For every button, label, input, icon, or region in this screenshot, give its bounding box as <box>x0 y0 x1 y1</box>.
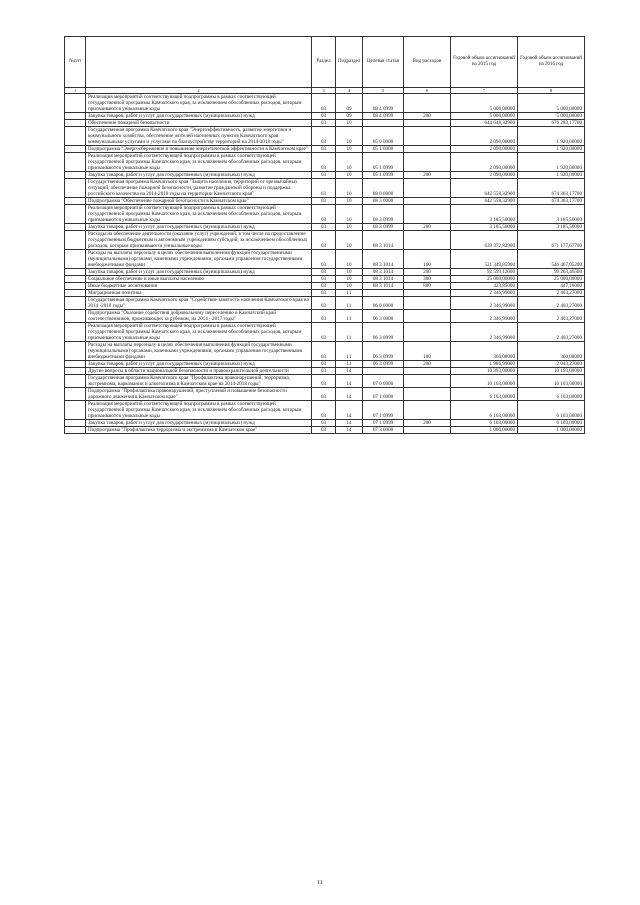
cell-target-article: 08 4 0999 <box>363 94 404 113</box>
header-row <box>65 37 585 88</box>
cell-name: Подпрограмма "Профилактика терроризма и экстремизма в Камчатском крае" <box>86 427 312 434</box>
cell-2016: 360,00000 <box>518 342 585 361</box>
cell-num <box>65 276 86 283</box>
cell-razdel: 03 <box>312 198 336 205</box>
table-row <box>65 127 585 146</box>
cell-num <box>65 113 86 120</box>
cell-num <box>65 401 86 420</box>
cell-target-article: 05 1 0999 <box>363 153 404 172</box>
cell-podrazdel: 11 <box>336 290 363 297</box>
cell-podrazdel: 10 <box>336 231 363 250</box>
table-row <box>65 224 585 231</box>
cell-podrazdel: 14 <box>336 420 363 427</box>
cell-2016: 546 467,05200 <box>518 250 585 269</box>
cell-razdel: 03 <box>312 231 336 250</box>
cell-expense-type: 200 <box>404 269 451 276</box>
budget-table-page <box>64 36 584 434</box>
cell-expense-type <box>404 179 451 198</box>
cell-2016: 6 103,00000 <box>518 401 585 420</box>
cell-razdel: 03 <box>312 361 336 368</box>
table-row <box>65 146 585 153</box>
cell-podrazdel: 10 <box>336 269 363 276</box>
cell-name: Подпрограмма "Энергосбережение и повышение энергетической эффективности в Камчатском крае" <box>86 146 312 153</box>
cell-name: Закупка товаров, работ и услуг для государственных (муниципальных) нужд <box>86 361 312 368</box>
cell-podrazdel: 10 <box>336 153 363 172</box>
table-row <box>65 375 585 388</box>
cell-razdel: 03 <box>312 420 336 427</box>
cell-num <box>65 283 86 290</box>
cell-podrazdel: 11 <box>336 361 363 368</box>
cell-name: Расходы на выплаты персоналу в целях обеспечения выполнения функций государственными (муниципальными) органами, казенными учреждениями, органами управления государственными внебюджетными фондами <box>86 250 312 269</box>
cell-expense-type: 800 <box>404 283 451 290</box>
table-row <box>65 276 585 283</box>
cell-target-article <box>363 368 404 375</box>
cell-podrazdel: 14 <box>336 375 363 388</box>
cell-num <box>65 388 86 401</box>
cell-num <box>65 179 86 198</box>
cell-num <box>65 231 86 250</box>
cell-2015: 6 103,00000 <box>451 420 518 427</box>
cell-2015: 1 000,00000 <box>451 427 518 434</box>
cell-razdel: 03 <box>312 172 336 179</box>
cell-name: Реализация мероприятий соответствующей подпрограммы в рамках соответствующей государственной программы Камчатского края, за исключением обособленных расходов, которым присваиваются уникальные коды <box>86 401 312 420</box>
cell-target-article: 06 3 0999 <box>363 361 404 368</box>
cell-expense-type: 200 <box>404 224 451 231</box>
cell-expense-type: 200 <box>404 361 451 368</box>
column-number: 4 <box>336 88 363 94</box>
column-number: 5 <box>363 88 404 94</box>
table-row <box>65 172 585 179</box>
cell-2015: 639 372,82900 <box>451 231 518 250</box>
cell-name: Государственная программа Камчатского края "Профилактика правонарушений, терроризма, экстремизма, наркомании и алкоголизма в Камчатском крае на 2014-2018 годы" <box>86 375 312 388</box>
cell-name: Обеспечение пожарной безопасности <box>86 120 312 127</box>
cell-expense-type <box>404 231 451 250</box>
cell-2015: 2 346,99000 <box>451 290 518 297</box>
cell-name: Расходы на выплаты персоналу в целях обеспечения выполнения функций государственными (муниципальными) органами, казенными учреждениями, органами управления государственными внебюджетными фондами <box>86 342 312 361</box>
cell-target-article: 05 1 0000 <box>363 146 404 153</box>
cell-target-article: 08 3 0000 <box>363 198 404 205</box>
cell-name: Иные бюджетные ассигнования <box>86 283 312 290</box>
cell-2016: 2 403,27000 <box>518 310 585 323</box>
cell-expense-type <box>404 146 451 153</box>
table-row <box>65 179 585 198</box>
cell-num <box>65 310 86 323</box>
cell-razdel: 03 <box>312 94 336 113</box>
cell-expense-type: 200 <box>404 113 451 120</box>
cell-2015: 10 103,00000 <box>451 375 518 388</box>
table-body <box>65 94 585 434</box>
cell-expense-type <box>404 120 451 127</box>
cell-num <box>65 146 86 153</box>
cell-num <box>65 172 86 179</box>
cell-expense-type: 300 <box>404 276 451 283</box>
cell-2016: 674 363,17700 <box>518 179 585 198</box>
cell-expense-type <box>404 375 451 388</box>
header-razdel: Раздел <box>312 37 336 88</box>
cell-2016: 1 920,00000 <box>518 146 585 153</box>
cell-2015: 2 346,99000 <box>451 297 518 310</box>
cell-target-article: 08 0 0000 <box>363 179 404 198</box>
cell-num <box>65 420 86 427</box>
cell-name: Государственная программа Камчатского края "Содействие занятости населения Камчатского края на 2014 -2018 годы" <box>86 297 312 310</box>
cell-2016: 10 103,00000 <box>518 375 585 388</box>
cell-razdel: 03 <box>312 146 336 153</box>
cell-expense-type <box>404 368 451 375</box>
cell-2015: 521 349,85900 <box>451 250 518 269</box>
cell-num <box>65 127 86 146</box>
cell-num <box>65 269 86 276</box>
cell-2015: 92 599,12000 <box>451 269 518 276</box>
cell-podrazdel: 10 <box>336 205 363 224</box>
cell-name: Реализация мероприятий соответствующей подпрограммы в рамках соответствующей государственной программы Камчатского края, за исключением обособленных расходов, которым присваиваются уникальные коды <box>86 94 312 113</box>
cell-expense-type <box>404 401 451 420</box>
cell-name: Государственная программа Камчатского края "Энергоэффективность, развитие энергетики и коммунального хозяйства, обеспечение жителей населенных пунктов Камчатского края коммунальными услугами и услугами по благоустройству территорий на 2014-2018 годы" <box>86 127 312 146</box>
cell-target-article: 08 4 0999 <box>363 113 404 120</box>
cell-name: Миграционная политика <box>86 290 312 297</box>
cell-2015: 642 558,32900 <box>451 198 518 205</box>
cell-razdel: 03 <box>312 283 336 290</box>
table-row <box>65 205 585 224</box>
table-row <box>65 342 585 361</box>
cell-2015: 25 000,00000 <box>451 276 518 283</box>
cell-razdel: 03 <box>312 224 336 231</box>
cell-name: Другие вопросы в области национальной безопасности и правоохранительной деятельности <box>86 368 312 375</box>
cell-expense-type <box>404 427 451 434</box>
cell-2016: 1 920,00000 <box>518 153 585 172</box>
cell-podrazdel: 14 <box>336 388 363 401</box>
cell-2016: 676 283,17700 <box>518 120 585 127</box>
cell-name: Расходы на обеспечение деятельности (оказание услуг) учреждений, в том числе на предоставление государственным бюджетным и автономным учреждениям субсидий, за исключением обособленных расходов, которым присваиваются уникальные коды <box>86 231 312 250</box>
budget-table <box>64 36 585 434</box>
cell-target-article: 07 1 0999 <box>363 420 404 427</box>
cell-2015: 642 558,32900 <box>451 179 518 198</box>
cell-expense-type <box>404 127 451 146</box>
cell-expense-type <box>404 297 451 310</box>
cell-2016: 2 403,27000 <box>518 297 585 310</box>
header-2016: Годовой объем ассигнований на 2016 год <box>518 37 585 88</box>
cell-podrazdel: 10 <box>336 224 363 231</box>
cell-2016: 2 043,27000 <box>518 361 585 368</box>
cell-2016: 6 103,00000 <box>518 388 585 401</box>
table-row <box>65 297 585 310</box>
cell-target-article: 07 0 0000 <box>363 375 404 388</box>
cell-2016: 5 000,00000 <box>518 113 585 120</box>
cell-name: Подпрограмма "Оказание содействия добровольному переселению в Камчатский край соотечественников, проживающих за рубежом, на 2014 - 2017 годы" <box>86 310 312 323</box>
cell-2016: 3 185,50000 <box>518 205 585 224</box>
cell-target-article: 06 3 0999 <box>363 342 404 361</box>
cell-target-article: 08 3 1014 <box>363 231 404 250</box>
cell-target-article <box>363 120 404 127</box>
cell-num <box>65 250 86 269</box>
table-row <box>65 231 585 250</box>
cell-2015: 423,85000 <box>451 283 518 290</box>
cell-2015: 6 103,00000 <box>451 401 518 420</box>
cell-expense-type <box>404 205 451 224</box>
cell-expense-type: 100 <box>404 342 451 361</box>
cell-num <box>65 198 86 205</box>
table-row <box>65 113 585 120</box>
cell-expense-type <box>404 388 451 401</box>
cell-num <box>65 290 86 297</box>
cell-podrazdel: 10 <box>336 120 363 127</box>
column-number: 7 <box>451 88 518 94</box>
cell-2016: 25 000,00000 <box>518 276 585 283</box>
table-row <box>65 290 585 297</box>
cell-podrazdel: 09 <box>336 113 363 120</box>
cell-num <box>65 427 86 434</box>
cell-2015: 644 648,32900 <box>451 120 518 127</box>
cell-2015: 2 090,00000 <box>451 146 518 153</box>
cell-target-article: 07 3 0000 <box>363 427 404 434</box>
cell-2015: 2 346,99000 <box>451 323 518 342</box>
cell-name: Закупка товаров, работ и услуг для государственных (муниципальных) нужд <box>86 172 312 179</box>
cell-target-article <box>363 290 404 297</box>
header-podrazdel: Подраздел <box>336 37 363 88</box>
cell-2016: 10 193,00000 <box>518 368 585 375</box>
cell-2015: 2 090,00000 <box>451 127 518 146</box>
cell-2015: 10 393,00000 <box>451 368 518 375</box>
cell-expense-type <box>404 94 451 113</box>
cell-name: Закупка товаров, работ и услуг для государственных (муниципальных) нужд <box>86 269 312 276</box>
cell-2016: 5 000,00000 <box>518 94 585 113</box>
cell-podrazdel: 11 <box>336 310 363 323</box>
cell-num <box>65 368 86 375</box>
cell-num <box>65 297 86 310</box>
cell-razdel: 03 <box>312 269 336 276</box>
cell-target-article: 08 3 1014 <box>363 250 404 269</box>
cell-razdel: 03 <box>312 127 336 146</box>
cell-name: Реализация мероприятий соответствующей подпрограммы в рамках соответствующей государственной программы Камчатского края, за исключением обособленных расходов, которым присваиваются уникальные коды <box>86 323 312 342</box>
cell-razdel: 03 <box>312 323 336 342</box>
cell-razdel: 03 <box>312 250 336 269</box>
cell-name: Государственная программа Камчатского края "Защита населения, территорий от чрезвычайных ситуаций, обеспечение пожарной безопасности, развитие гражданской обороны и поддержка российского казачества на 2014-2018 годы на территории Камчатского края" <box>86 179 312 198</box>
table-row <box>65 361 585 368</box>
cell-razdel: 03 <box>312 427 336 434</box>
cell-razdel: 03 <box>312 401 336 420</box>
cell-2016: 1 920,00000 <box>518 127 585 146</box>
cell-2015: 5 000,00000 <box>451 94 518 113</box>
cell-podrazdel: 14 <box>336 368 363 375</box>
column-number: 1 <box>65 88 86 94</box>
cell-num <box>65 205 86 224</box>
cell-razdel: 03 <box>312 179 336 198</box>
cell-target-article: 06 0 0000 <box>363 297 404 310</box>
cell-2015: 2 090,00000 <box>451 153 518 172</box>
cell-razdel: 03 <box>312 153 336 172</box>
table-row <box>65 323 585 342</box>
cell-razdel: 03 <box>312 297 336 310</box>
cell-target-article: 05 0 0000 <box>363 127 404 146</box>
cell-podrazdel: 10 <box>336 198 363 205</box>
page-number: 11 <box>317 880 323 886</box>
cell-2015: 1 986,99000 <box>451 361 518 368</box>
cell-razdel: 03 <box>312 310 336 323</box>
cell-expense-type: 200 <box>404 420 451 427</box>
cell-razdel: 03 <box>312 388 336 401</box>
cell-podrazdel: 09 <box>336 94 363 113</box>
cell-expense-type: 100 <box>404 250 451 269</box>
table-row <box>65 94 585 113</box>
cell-num <box>65 342 86 361</box>
cell-num <box>65 361 86 368</box>
cell-2016: 99 263,46500 <box>518 269 585 276</box>
table-row <box>65 250 585 269</box>
table-row <box>65 120 585 127</box>
table-row <box>65 198 585 205</box>
table-row <box>65 388 585 401</box>
cell-name: Реализация мероприятий соответствующей подпрограммы в рамках соответствующей государственной программы Камчатского края, за исключением обособленных расходов, которым присваиваются уникальные коды <box>86 205 312 224</box>
cell-num <box>65 323 86 342</box>
cell-podrazdel: 14 <box>336 401 363 420</box>
column-number: 8 <box>518 88 585 94</box>
cell-target-article: 08 3 1014 <box>363 283 404 290</box>
cell-name: Подпрограмма "Профилактика правонарушений, преступлений и повышение безопасности дорожного движения в Камчатском крае" <box>86 388 312 401</box>
cell-name: Закупка товаров, работ и услуг для государственных (муниципальных) нужд <box>86 113 312 120</box>
cell-expense-type <box>404 153 451 172</box>
cell-razdel: 03 <box>312 290 336 297</box>
cell-2016: 1 000,00000 <box>518 427 585 434</box>
cell-podrazdel: 11 <box>336 342 363 361</box>
cell-target-article: 06 3 0000 <box>363 310 404 323</box>
cell-2016: 447,16000 <box>518 283 585 290</box>
cell-target-article: 07 1 0000 <box>363 388 404 401</box>
cell-podrazdel: 14 <box>336 427 363 434</box>
cell-target-article: 08 3 0999 <box>363 224 404 231</box>
cell-2015: 5 000,00000 <box>451 113 518 120</box>
cell-2016: 671 177,67700 <box>518 231 585 250</box>
cell-name: Реализация мероприятий соответствующей подпрограммы в рамках соответствующей государственной программы Камчатского края, за исключением обособленных расходов, которым присваиваются уникальные коды <box>86 153 312 172</box>
cell-num <box>65 224 86 231</box>
cell-razdel: 03 <box>312 276 336 283</box>
header-2015: Годовой объем ассигнований на 2015 год <box>451 37 518 88</box>
cell-num <box>65 153 86 172</box>
cell-razdel: 03 <box>312 120 336 127</box>
cell-podrazdel: 10 <box>336 283 363 290</box>
cell-2016: 3 185,50000 <box>518 224 585 231</box>
cell-razdel: 03 <box>312 342 336 361</box>
cell-num <box>65 94 86 113</box>
cell-podrazdel: 10 <box>336 172 363 179</box>
cell-name: Подпрограмма "Обеспечение пожарной безопасности в Камчатском крае" <box>86 198 312 205</box>
cell-target-article: 06 3 0999 <box>363 323 404 342</box>
table-row <box>65 401 585 420</box>
cell-podrazdel: 10 <box>336 276 363 283</box>
table-row <box>65 420 585 427</box>
table-row <box>65 283 585 290</box>
cell-target-article: 08 3 1014 <box>363 269 404 276</box>
cell-2016: 2 403,27000 <box>518 323 585 342</box>
cell-expense-type <box>404 323 451 342</box>
cell-2015: 3 185,50000 <box>451 224 518 231</box>
cell-expense-type <box>404 198 451 205</box>
cell-podrazdel: 11 <box>336 323 363 342</box>
cell-2016: 2 403,27000 <box>518 290 585 297</box>
cell-podrazdel: 10 <box>336 250 363 269</box>
table-row <box>65 269 585 276</box>
cell-podrazdel: 10 <box>336 179 363 198</box>
cell-razdel: 03 <box>312 368 336 375</box>
column-number: 6 <box>404 88 451 94</box>
cell-target-article: 07 1 0999 <box>363 401 404 420</box>
cell-razdel: 03 <box>312 113 336 120</box>
cell-num <box>65 375 86 388</box>
table-row <box>65 310 585 323</box>
cell-2015: 6 103,00000 <box>451 388 518 401</box>
cell-expense-type <box>404 290 451 297</box>
cell-podrazdel: 10 <box>336 146 363 153</box>
cell-2015: 360,00000 <box>451 342 518 361</box>
table-row <box>65 368 585 375</box>
cell-2015: 2 090,00000 <box>451 172 518 179</box>
header-name <box>86 37 312 88</box>
column-number: 2 <box>86 88 312 94</box>
table-row <box>65 427 585 434</box>
cell-2015: 3 185,50000 <box>451 205 518 224</box>
column-number: 3 <box>312 88 336 94</box>
cell-2015: 2 346,99000 <box>451 310 518 323</box>
table-row <box>65 153 585 172</box>
cell-2016: 6 103,00000 <box>518 420 585 427</box>
cell-expense-type <box>404 310 451 323</box>
cell-2016: 674 363,17700 <box>518 198 585 205</box>
cell-target-article: 08 3 0999 <box>363 205 404 224</box>
cell-razdel: 03 <box>312 375 336 388</box>
cell-expense-type: 200 <box>404 172 451 179</box>
header-target-article: Целевая статья <box>363 37 404 88</box>
cell-target-article: 05 1 0999 <box>363 172 404 179</box>
cell-target-article: 08 3 1014 <box>363 276 404 283</box>
cell-num <box>65 120 86 127</box>
cell-name: Социальное обеспечение и иные выплаты населению <box>86 276 312 283</box>
header-num: №п/п <box>65 37 86 88</box>
cell-podrazdel: 10 <box>336 127 363 146</box>
cell-name: Закупка товаров, работ и услуг для государственных (муниципальных) нужд <box>86 420 312 427</box>
cell-podrazdel: 11 <box>336 297 363 310</box>
header-expense-type: Вид расходов <box>404 37 451 88</box>
cell-razdel: 03 <box>312 205 336 224</box>
cell-name: Закупка товаров, работ и услуг для государственных (муниципальных) нужд <box>86 224 312 231</box>
cell-2016: 1 920,00000 <box>518 172 585 179</box>
